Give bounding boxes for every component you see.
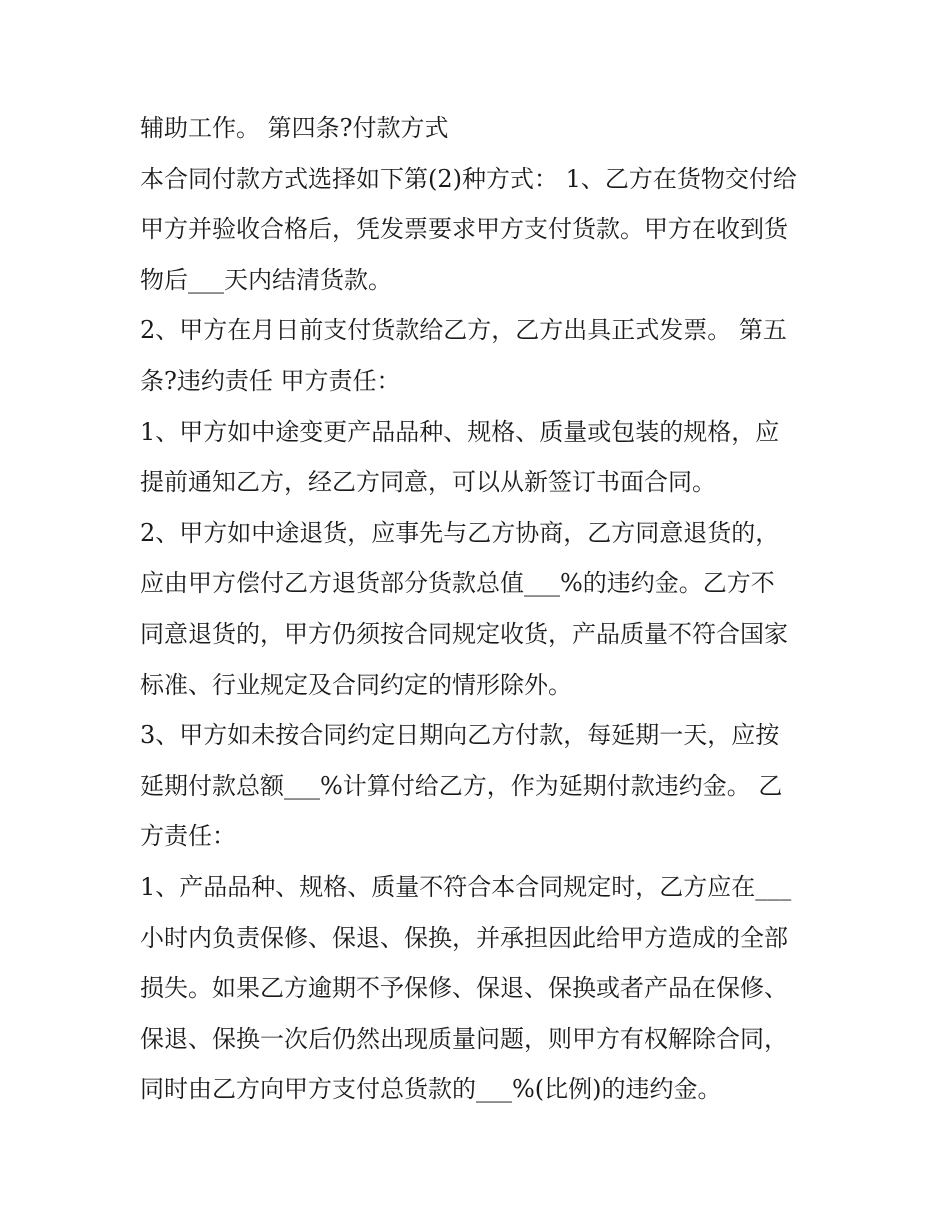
text-line: 1、产品品种、规格、质量不符合本合同规定时，乙方应在___ [140, 872, 792, 901]
text-line: 同意退货的，甲方仍须按合同规定收货，产品质量不符合国家 [140, 619, 788, 648]
text-line: 损失。如果乙方逾期不予保修、保退、保换或者产品在保修、 [140, 974, 788, 1003]
text-line: 2、甲方如中途退货，应事先与乙方协商，乙方同意退货的， [140, 518, 780, 547]
text-line: 辅助工作。 第四条?付款方式 [140, 114, 449, 142]
text-line: 2、甲方在月日前支付货款给乙方，乙方出具正式发票。 第五 [140, 316, 787, 345]
text-line: 小时内负责保修、保退、保换，并承担因此给甲方造成的全部 [140, 923, 788, 952]
document-page [140, 103, 840, 1115]
text-line: 同时由乙方向甲方支付总货款的___%(比例)的违约金。 [140, 1075, 722, 1104]
text-line: 延期付款总额___%计算付给乙方，作为延期付款违约金。 乙 [140, 771, 783, 800]
text-line: 物后___天内结清货款。 [140, 265, 392, 294]
text-line: 标准、行业规定及合同约定的情形除外。 [140, 670, 572, 699]
text-line: 方责任： [140, 822, 236, 851]
text-line: 保退、保换一次后仍然出现质量问题，则甲方有权解除合同， [140, 1024, 788, 1053]
text-line: 提前通知乙方，经乙方同意，可以从新签订书面合同。 [140, 468, 716, 497]
text-line: 条?违约责任 甲方责任： [140, 366, 401, 395]
text-line: 3、甲方如未按合同约定日期向乙方付款，每延期一天，应按 [140, 721, 780, 750]
text-line: 应由甲方偿付乙方退货部分货款总值___%的违约金。乙方不 [140, 569, 775, 598]
text-line: 甲方并验收合格后，凭发票要求甲方支付货款。甲方在收到货 [140, 215, 788, 244]
text-line: 1、甲方如中途变更产品品种、规格、质量或包装的规格，应 [140, 417, 780, 446]
text-line: 本合同付款方式选择如下第(2)种方式： 1、乙方在货物交付给 [140, 164, 797, 193]
